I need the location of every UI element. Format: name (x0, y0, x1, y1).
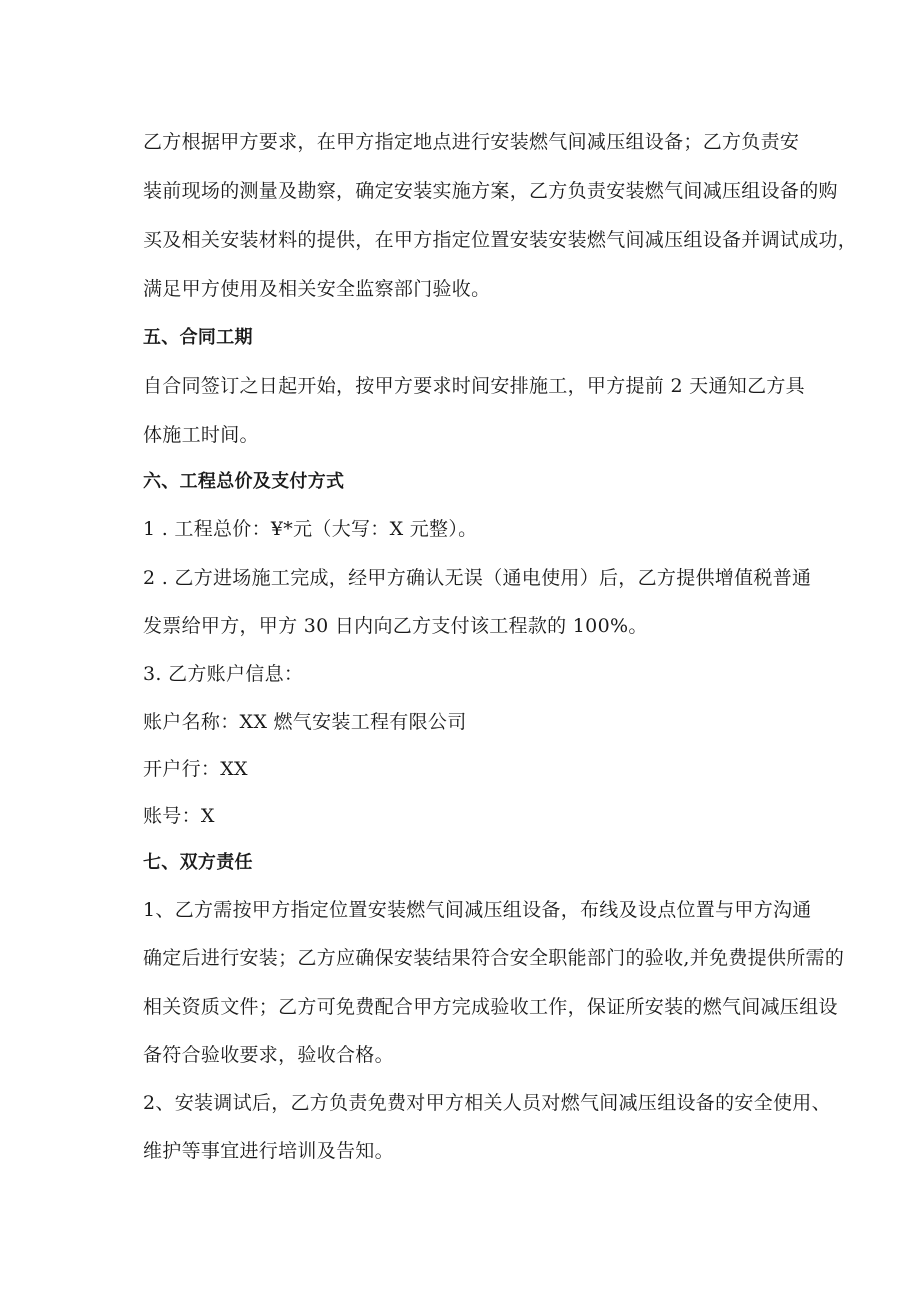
paragraph-line: 账户名称：XX 燃气安装工程有限公司 (143, 711, 467, 733)
paragraph-line: 备符合验收要求，验收合格。 (143, 1044, 394, 1066)
section-heading: 五、合同工期 (143, 327, 253, 348)
paragraph-line: 开户行：XX (143, 758, 248, 780)
paragraph-line: 相关资质文件；乙方可免费配合甲方完成验收工作，保证所安装的燃气间减压组设 (143, 996, 838, 1018)
paragraph-line: 买及相关安装材料的提供，在甲方指定位置安装安装燃气间减压组设备并调试成功， (143, 229, 858, 251)
paragraph-line: 维护等事宜进行培训及告知。 (143, 1140, 394, 1162)
paragraph-line: 1、乙方需按甲方指定位置安装燃气间减压组设备，布线及设点位置与甲方沟通 (143, 899, 812, 921)
paragraph-line: 发票给甲方，甲方 30 日内向乙方支付该工程款的 100%。 (143, 615, 648, 637)
paragraph-line: 满足甲方使用及相关安全监察部门验收。 (143, 278, 491, 300)
paragraph-line: 装前现场的测量及勘察，确定安装实施方案，乙方负责安装燃气间减压组设备的购 (143, 180, 838, 202)
paragraph-line: 乙方根据甲方要求，在甲方指定地点进行安装燃气间减压组设备；乙方负责安 (143, 131, 800, 153)
paragraph-line: 3. 乙方账户信息： (143, 663, 304, 685)
section-heading: 七、双方责任 (143, 852, 253, 873)
paragraph-line: 体施工时间。 (143, 424, 259, 446)
paragraph-line: 1 . 工程总价：¥*元（大写：X 元整）。 (143, 518, 478, 540)
paragraph-line: 自合同签订之日起开始，按甲方要求时间安排施工，甲方提前 2 天通知乙方具 (143, 375, 805, 397)
paragraph-line: 2、安装调试后，乙方负责免费对甲方相关人员对燃气间减压组设备的安全使用、 (143, 1092, 831, 1114)
paragraph-line: 账号：X (143, 805, 215, 827)
paragraph-line: 确定后进行安装；乙方应确保安装结果符合安全职能部门的验收,并免费提供所需的 (143, 947, 845, 969)
section-heading: 六、工程总价及支付方式 (143, 471, 345, 492)
paragraph-line: 2 . 乙方进场施工完成，经甲方确认无误（通电使用）后，乙方提供增值税普通 (143, 567, 812, 589)
